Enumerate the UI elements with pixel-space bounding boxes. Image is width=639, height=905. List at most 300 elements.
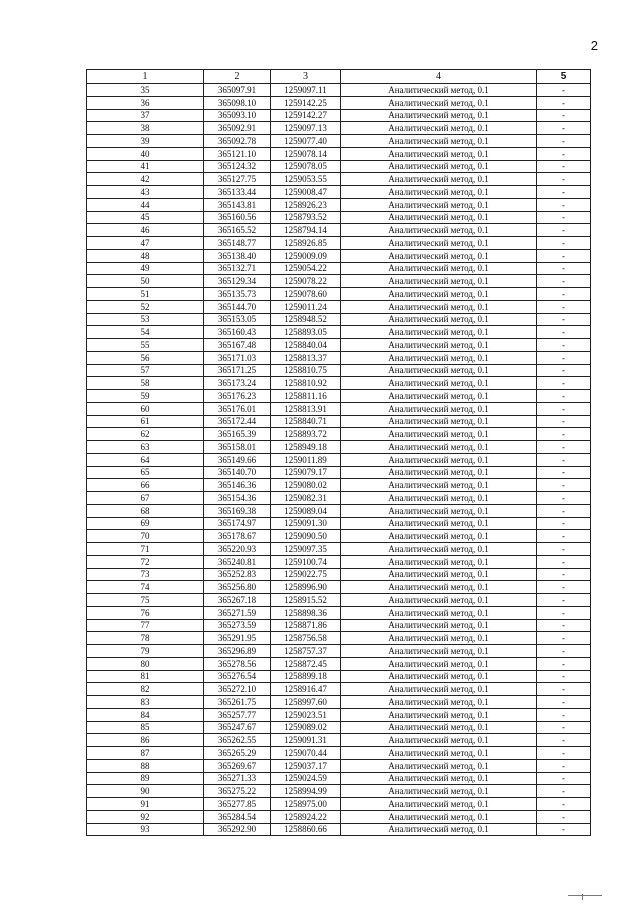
cell-point-number: 47 (87, 237, 204, 250)
cell-x: 365167.48 (204, 339, 271, 352)
cell-description: - (537, 441, 591, 454)
cell-x: 365173.24 (204, 377, 271, 390)
cell-y: 1258926.23 (271, 198, 341, 211)
cell-method: Аналитический метод, 0.1 (341, 708, 537, 721)
cell-y: 1258949.18 (271, 441, 341, 454)
cell-point-number: 54 (87, 326, 204, 339)
cell-method: Аналитический метод, 0.1 (341, 581, 537, 594)
cell-y: 1259090.50 (271, 530, 341, 543)
cell-description: - (537, 734, 591, 747)
table-row (87, 479, 591, 492)
cell-x: 365247.67 (204, 721, 271, 734)
page-number: 2 (590, 38, 598, 53)
cell-point-number: 89 (87, 772, 204, 785)
cell-y: 1259037.17 (271, 759, 341, 772)
cell-method: Аналитический метод, 0.1 (341, 288, 537, 301)
cell-description: - (537, 683, 591, 696)
cell-method: Аналитический метод, 0.1 (341, 428, 537, 441)
cell-description: - (537, 300, 591, 313)
cell-description: - (537, 415, 591, 428)
cell-method: Аналитический метод, 0.1 (341, 479, 537, 492)
cell-y: 1259078.60 (271, 288, 341, 301)
cell-method: Аналитический метод, 0.1 (341, 84, 537, 97)
cell-x: 365172.44 (204, 415, 271, 428)
cell-point-number: 74 (87, 581, 204, 594)
cell-description: - (537, 466, 591, 479)
cell-method: Аналитический метод, 0.1 (341, 594, 537, 607)
table-row (87, 721, 591, 734)
cell-y: 1259078.22 (271, 275, 341, 288)
cell-x: 365278.56 (204, 657, 271, 670)
cell-x: 365140.70 (204, 466, 271, 479)
cell-method: Аналитический метод, 0.1 (341, 619, 537, 632)
cell-x: 365127.75 (204, 173, 271, 186)
cell-point-number: 76 (87, 606, 204, 619)
cell-description: - (537, 351, 591, 364)
cell-x: 365178.67 (204, 530, 271, 543)
cell-y: 1259011.89 (271, 453, 341, 466)
cell-description: - (537, 543, 591, 556)
cell-method: Аналитический метод, 0.1 (341, 186, 537, 199)
cell-description: - (537, 517, 591, 530)
cell-point-number: 41 (87, 160, 204, 173)
cell-method: Аналитический метод, 0.1 (341, 543, 537, 556)
cell-description: - (537, 96, 591, 109)
cell-method: Аналитический метод, 0.1 (341, 517, 537, 530)
cell-point-number: 71 (87, 543, 204, 556)
cell-description: - (537, 479, 591, 492)
cell-method: Аналитический метод, 0.1 (341, 568, 537, 581)
table-row (87, 262, 591, 275)
cell-point-number: 45 (87, 211, 204, 224)
cell-point-number: 88 (87, 759, 204, 772)
cell-description: - (537, 594, 591, 607)
table-row (87, 530, 591, 543)
cell-method: Аналитический метод, 0.1 (341, 504, 537, 517)
table-row (87, 441, 591, 454)
cell-x: 365129.34 (204, 275, 271, 288)
cell-x: 365284.54 (204, 810, 271, 823)
cell-x: 365273.59 (204, 619, 271, 632)
table-row (87, 339, 591, 352)
cell-y: 1258871.86 (271, 619, 341, 632)
table-row (87, 390, 591, 403)
cell-y: 1259100.74 (271, 555, 341, 568)
table-row (87, 122, 591, 135)
cell-description: - (537, 326, 591, 339)
table-row (87, 632, 591, 645)
cell-description: - (537, 670, 591, 683)
table-row (87, 211, 591, 224)
cell-y: 1258997.60 (271, 696, 341, 709)
cell-x: 365176.23 (204, 390, 271, 403)
cell-x: 365291.95 (204, 632, 271, 645)
table-row (87, 313, 591, 326)
table-row (87, 300, 591, 313)
cell-method: Аналитический метод, 0.1 (341, 734, 537, 747)
cell-y: 1258893.72 (271, 428, 341, 441)
cell-x: 365098.10 (204, 96, 271, 109)
cell-x: 365240.81 (204, 555, 271, 568)
table-row (87, 683, 591, 696)
cell-description: - (537, 606, 591, 619)
table-row (87, 96, 591, 109)
cell-x: 365133.44 (204, 186, 271, 199)
cell-x: 365121.10 (204, 147, 271, 160)
cell-method: Аналитический метод, 0.1 (341, 453, 537, 466)
table-row (87, 288, 591, 301)
table-row (87, 619, 591, 632)
cell-y: 1259078.05 (271, 160, 341, 173)
cell-description: - (537, 211, 591, 224)
table-row (87, 594, 591, 607)
cell-description: - (537, 262, 591, 275)
cell-description: - (537, 810, 591, 823)
cell-y: 1259070.44 (271, 747, 341, 760)
cell-description: - (537, 313, 591, 326)
cell-x: 365148.77 (204, 237, 271, 250)
cell-description: - (537, 122, 591, 135)
cell-method: Аналитический метод, 0.1 (341, 198, 537, 211)
cell-method: Аналитический метод, 0.1 (341, 160, 537, 173)
cell-y: 1259089.02 (271, 721, 341, 734)
cell-point-number: 63 (87, 441, 204, 454)
table-header-row (87, 70, 591, 84)
cell-point-number: 86 (87, 734, 204, 747)
cell-description: - (537, 237, 591, 250)
cell-x: 365271.59 (204, 606, 271, 619)
cell-point-number: 92 (87, 810, 204, 823)
cell-method: Аналитический метод, 0.1 (341, 135, 537, 148)
cell-method: Аналитический метод, 0.1 (341, 823, 537, 836)
cell-method: Аналитический метод, 0.1 (341, 785, 537, 798)
table-row (87, 147, 591, 160)
cell-y: 1259142.25 (271, 96, 341, 109)
cell-method: Аналитический метод, 0.1 (341, 96, 537, 109)
table-row (87, 198, 591, 211)
cell-y: 1258915.52 (271, 594, 341, 607)
cell-y: 1258893.05 (271, 326, 341, 339)
cell-x: 365092.91 (204, 122, 271, 135)
cell-y: 1258926.85 (271, 237, 341, 250)
table-row (87, 275, 591, 288)
cell-point-number: 46 (87, 224, 204, 237)
cell-y: 1259054.22 (271, 262, 341, 275)
cell-point-number: 49 (87, 262, 204, 275)
cell-description: - (537, 364, 591, 377)
cell-y: 1258757.37 (271, 645, 341, 658)
header-cell-method: 4 (341, 70, 537, 84)
cell-point-number: 73 (87, 568, 204, 581)
table-row (87, 415, 591, 428)
table-row (87, 517, 591, 530)
cell-method: Аналитический метод, 0.1 (341, 798, 537, 811)
cell-x: 365261.75 (204, 696, 271, 709)
cell-point-number: 68 (87, 504, 204, 517)
cell-point-number: 56 (87, 351, 204, 364)
table-row (87, 160, 591, 173)
cell-x: 365124.32 (204, 160, 271, 173)
cell-description: - (537, 249, 591, 262)
header-cell-y: 3 (271, 70, 341, 84)
cell-y: 1258916.47 (271, 683, 341, 696)
cell-point-number: 69 (87, 517, 204, 530)
cell-method: Аналитический метод, 0.1 (341, 390, 537, 403)
cell-point-number: 59 (87, 390, 204, 403)
table-row (87, 785, 591, 798)
cell-description: - (537, 109, 591, 122)
table-row (87, 326, 591, 339)
table-row (87, 734, 591, 747)
cell-method: Аналитический метод, 0.1 (341, 147, 537, 160)
cell-point-number: 66 (87, 479, 204, 492)
cell-y: 1258756.58 (271, 632, 341, 645)
cell-x: 365153.05 (204, 313, 271, 326)
cell-x: 365132.71 (204, 262, 271, 275)
cell-method: Аналитический метод, 0.1 (341, 313, 537, 326)
cell-x: 365277.85 (204, 798, 271, 811)
cell-x: 365149.66 (204, 453, 271, 466)
cell-description: - (537, 453, 591, 466)
cell-description: - (537, 198, 591, 211)
cell-description: - (537, 135, 591, 148)
cell-point-number: 50 (87, 275, 204, 288)
cell-point-number: 90 (87, 785, 204, 798)
cell-point-number: 65 (87, 466, 204, 479)
cell-description: - (537, 823, 591, 836)
cell-description: - (537, 721, 591, 734)
cell-point-number: 52 (87, 300, 204, 313)
cell-point-number: 42 (87, 173, 204, 186)
cell-y: 1258996.90 (271, 581, 341, 594)
cell-point-number: 83 (87, 696, 204, 709)
cell-method: Аналитический метод, 0.1 (341, 339, 537, 352)
cell-description: - (537, 798, 591, 811)
cell-description: - (537, 696, 591, 709)
cell-x: 365093.10 (204, 109, 271, 122)
cell-method: Аналитический метод, 0.1 (341, 262, 537, 275)
table-row (87, 772, 591, 785)
cell-y: 1259079.17 (271, 466, 341, 479)
cell-description: - (537, 390, 591, 403)
table-row (87, 747, 591, 760)
table-row (87, 504, 591, 517)
cell-method: Аналитический метод, 0.1 (341, 721, 537, 734)
table-row (87, 237, 591, 250)
cell-description: - (537, 555, 591, 568)
cell-point-number: 70 (87, 530, 204, 543)
cell-point-number: 81 (87, 670, 204, 683)
cell-y: 1258794.14 (271, 224, 341, 237)
cell-method: Аналитический метод, 0.1 (341, 122, 537, 135)
table-row (87, 364, 591, 377)
cell-x: 365267.18 (204, 594, 271, 607)
cell-point-number: 37 (87, 109, 204, 122)
cell-y: 1259080.02 (271, 479, 341, 492)
cell-x: 365169.38 (204, 504, 271, 517)
cell-description: - (537, 785, 591, 798)
cell-x: 365176.01 (204, 402, 271, 415)
cell-y: 1258793.52 (271, 211, 341, 224)
cell-y: 1258840.71 (271, 415, 341, 428)
cell-x: 365252.83 (204, 568, 271, 581)
cell-y: 1258860.66 (271, 823, 341, 836)
cell-x: 365271.33 (204, 772, 271, 785)
cell-method: Аналитический метод, 0.1 (341, 747, 537, 760)
cell-method: Аналитический метод, 0.1 (341, 173, 537, 186)
cell-point-number: 84 (87, 708, 204, 721)
cell-description: - (537, 402, 591, 415)
cell-description: - (537, 377, 591, 390)
cell-point-number: 87 (87, 747, 204, 760)
cell-description: - (537, 339, 591, 352)
table-row (87, 670, 591, 683)
cell-method: Аналитический метод, 0.1 (341, 555, 537, 568)
cell-y: 1258840.04 (271, 339, 341, 352)
cell-description: - (537, 632, 591, 645)
cell-point-number: 51 (87, 288, 204, 301)
cell-y: 1258872.45 (271, 657, 341, 670)
cell-description: - (537, 275, 591, 288)
cell-x: 365135.73 (204, 288, 271, 301)
cell-y: 1259097.11 (271, 84, 341, 97)
cell-point-number: 82 (87, 683, 204, 696)
cell-description: - (537, 581, 591, 594)
cell-point-number: 58 (87, 377, 204, 390)
cell-description: - (537, 772, 591, 785)
cell-x: 365160.43 (204, 326, 271, 339)
cell-y: 1258810.75 (271, 364, 341, 377)
cell-point-number: 53 (87, 313, 204, 326)
cell-point-number: 55 (87, 339, 204, 352)
cell-description: - (537, 759, 591, 772)
cell-y: 1258948.52 (271, 313, 341, 326)
cell-method: Аналитический метод, 0.1 (341, 300, 537, 313)
cell-point-number: 36 (87, 96, 204, 109)
cell-x: 365171.03 (204, 351, 271, 364)
table-row (87, 351, 591, 364)
table-row (87, 645, 591, 658)
cell-point-number: 91 (87, 798, 204, 811)
cell-point-number: 60 (87, 402, 204, 415)
cell-y: 1258813.37 (271, 351, 341, 364)
table-row (87, 135, 591, 148)
table-row (87, 492, 591, 505)
cell-method: Аналитический метод, 0.1 (341, 364, 537, 377)
table-row (87, 581, 591, 594)
cell-point-number: 64 (87, 453, 204, 466)
cell-method: Аналитический метод, 0.1 (341, 645, 537, 658)
cell-point-number: 48 (87, 249, 204, 262)
table-row (87, 453, 591, 466)
cell-x: 365272.10 (204, 683, 271, 696)
cell-method: Аналитический метод, 0.1 (341, 249, 537, 262)
cell-description: - (537, 619, 591, 632)
cell-description: - (537, 492, 591, 505)
table-row (87, 224, 591, 237)
cell-y: 1259082.31 (271, 492, 341, 505)
header-cell-point-number: 1 (87, 70, 204, 84)
cell-y: 1259091.30 (271, 517, 341, 530)
cell-method: Аналитический метод, 0.1 (341, 224, 537, 237)
cell-description: - (537, 173, 591, 186)
cell-x: 365276.54 (204, 670, 271, 683)
cell-method: Аналитический метод, 0.1 (341, 530, 537, 543)
cell-y: 1258899.18 (271, 670, 341, 683)
cell-x: 365158.01 (204, 441, 271, 454)
cell-method: Аналитический метод, 0.1 (341, 377, 537, 390)
cell-x: 365143.81 (204, 198, 271, 211)
table-row (87, 568, 591, 581)
cell-x: 365165.39 (204, 428, 271, 441)
cell-description: - (537, 147, 591, 160)
cell-x: 365257.77 (204, 708, 271, 721)
cell-method: Аналитический метод, 0.1 (341, 237, 537, 250)
cell-method: Аналитический метод, 0.1 (341, 683, 537, 696)
cell-method: Аналитический метод, 0.1 (341, 657, 537, 670)
cell-x: 365165.52 (204, 224, 271, 237)
cell-description: - (537, 288, 591, 301)
scan-corner-mark (568, 895, 602, 902)
coordinates-table (86, 69, 591, 836)
cell-x: 365292.90 (204, 823, 271, 836)
cell-y: 1259009.09 (271, 249, 341, 262)
cell-method: Аналитический метод, 0.1 (341, 696, 537, 709)
cell-y: 1258811.16 (271, 390, 341, 403)
cell-x: 365171.25 (204, 364, 271, 377)
cell-point-number: 39 (87, 135, 204, 148)
cell-y: 1259077.40 (271, 135, 341, 148)
cell-y: 1258813.91 (271, 402, 341, 415)
table-row (87, 759, 591, 772)
header-cell-description: 5 (537, 70, 591, 84)
cell-description: - (537, 428, 591, 441)
cell-point-number: 80 (87, 657, 204, 670)
cell-x: 365256.80 (204, 581, 271, 594)
cell-method: Аналитический метод, 0.1 (341, 402, 537, 415)
cell-method: Аналитический метод, 0.1 (341, 606, 537, 619)
cell-method: Аналитический метод, 0.1 (341, 466, 537, 479)
cell-y: 1258898.36 (271, 606, 341, 619)
cell-y: 1259008.47 (271, 186, 341, 199)
cell-point-number: 40 (87, 147, 204, 160)
cell-description: - (537, 224, 591, 237)
cell-method: Аналитический метод, 0.1 (341, 415, 537, 428)
cell-point-number: 62 (87, 428, 204, 441)
cell-x: 365138.40 (204, 249, 271, 262)
cell-description: - (537, 708, 591, 721)
cell-x: 365174.97 (204, 517, 271, 530)
cell-x: 365097.91 (204, 84, 271, 97)
cell-point-number: 44 (87, 198, 204, 211)
cell-point-number: 61 (87, 415, 204, 428)
table-row (87, 555, 591, 568)
cell-x: 365146.36 (204, 479, 271, 492)
cell-x: 365265.29 (204, 747, 271, 760)
cell-x: 365262.55 (204, 734, 271, 747)
cell-point-number: 67 (87, 492, 204, 505)
cell-method: Аналитический метод, 0.1 (341, 632, 537, 645)
cell-method: Аналитический метод, 0.1 (341, 211, 537, 224)
table-row (87, 543, 591, 556)
cell-point-number: 75 (87, 594, 204, 607)
cell-x: 365296.89 (204, 645, 271, 658)
header-cell-x: 2 (204, 70, 271, 84)
table-row (87, 810, 591, 823)
cell-point-number: 38 (87, 122, 204, 135)
cell-method: Аналитический метод, 0.1 (341, 810, 537, 823)
cell-y: 1259097.35 (271, 543, 341, 556)
